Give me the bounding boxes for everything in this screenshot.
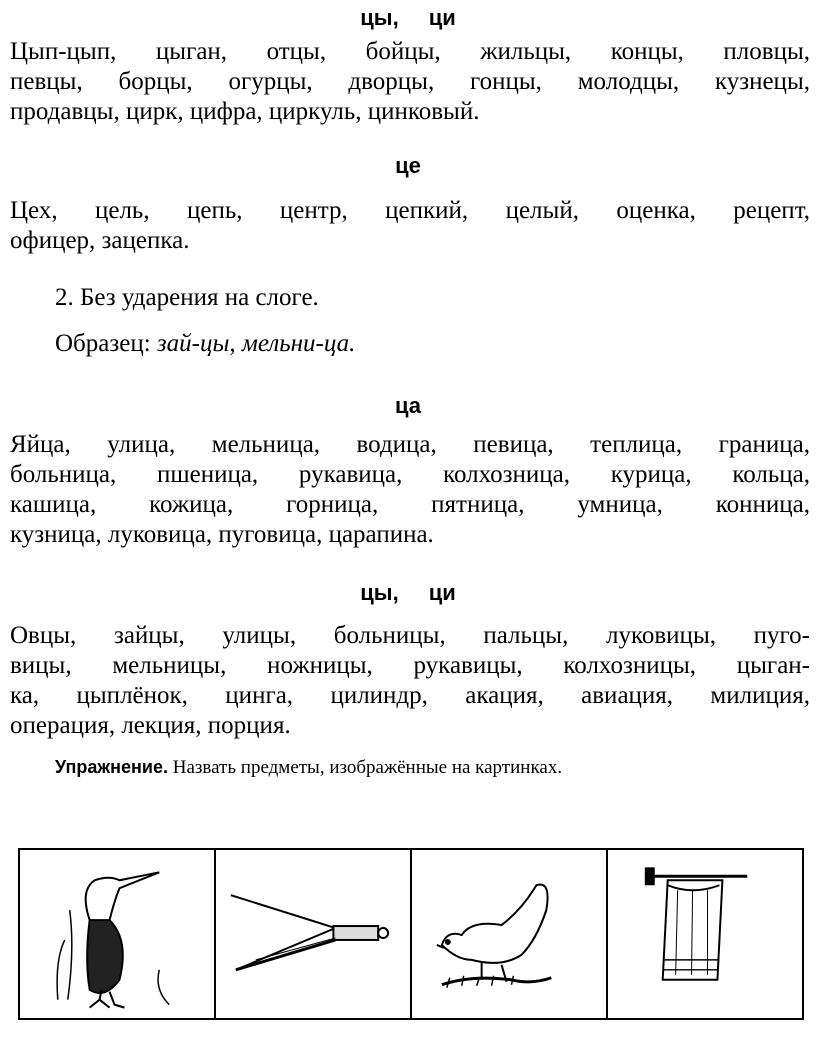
sample-line bbox=[55, 329, 355, 359]
text-line: Овцы, зайцы, улицы, больницы, пальцы, луковицы, пуго- bbox=[10, 622, 810, 649]
towel-icon bbox=[608, 850, 802, 1018]
word-paragraph bbox=[10, 37, 810, 127]
text-line: кашица, кожица, горница, пятница, умница, конница, bbox=[10, 491, 810, 518]
word-paragraph bbox=[10, 621, 810, 741]
text-line: больница, пшеница, рукавица, колхозница, курица, кольца, bbox=[10, 461, 810, 488]
word-paragraph bbox=[10, 430, 810, 550]
text-line: Цех, цель, цепь, центр, цепкий, целый, оценка, рецепт, bbox=[10, 197, 810, 224]
exercise-label: Упражнение. bbox=[55, 757, 168, 777]
text-line: кузница, луковица, пуговица, царапина. bbox=[10, 521, 434, 548]
section-heading-tsy-tsi-2 bbox=[0, 580, 816, 606]
heron-icon bbox=[20, 850, 216, 1018]
section-heading-tsy-tsi bbox=[0, 5, 816, 31]
text-line: ка, цыплёнок, цинга, цилиндр, акация, авиация, милиция, bbox=[10, 682, 810, 709]
section-heading-tsa bbox=[0, 393, 816, 419]
exercise-instruction bbox=[55, 757, 562, 779]
heading-part: ци bbox=[428, 5, 456, 30]
heading-part: цы, bbox=[360, 580, 399, 605]
heading-part: цы, bbox=[360, 5, 399, 30]
heading-part: ца bbox=[394, 393, 422, 418]
text-line: Яйца, улица, мельница, водица, певица, теплица, граница, bbox=[10, 431, 810, 458]
section-heading-tse bbox=[0, 153, 816, 179]
hen-icon bbox=[412, 850, 608, 1018]
text-line: продавцы, цирк, цифра, циркуль, цинковый. bbox=[10, 98, 480, 125]
text-line: офицер, зацепка. bbox=[10, 227, 190, 254]
heading-part: ци bbox=[428, 580, 456, 605]
task-title: 2. Без ударения на слоге. bbox=[55, 284, 319, 311]
heading-part: це bbox=[395, 153, 421, 178]
exercise-text: Назвать предметы, изображённые на картинках. bbox=[172, 757, 563, 778]
text-line: певцы, борцы, огурцы, дворцы, гонцы, молодцы, кузнецы, bbox=[10, 68, 810, 95]
compass-icon bbox=[216, 850, 412, 1018]
text-line: операция, лекция, порция. bbox=[10, 712, 291, 739]
sample-label: Образец: bbox=[55, 330, 151, 357]
text-line: вицы, мельницы, ножницы, рукавицы, колхозницы, цыган- bbox=[10, 652, 810, 679]
picture-strip bbox=[18, 848, 804, 1020]
sample-value: зай-цы, мельни-ца. bbox=[156, 330, 356, 357]
word-paragraph bbox=[10, 196, 810, 256]
text-line: Цып-цып, цыган, отцы, бойцы, жильцы, концы, пловцы, bbox=[10, 38, 810, 65]
